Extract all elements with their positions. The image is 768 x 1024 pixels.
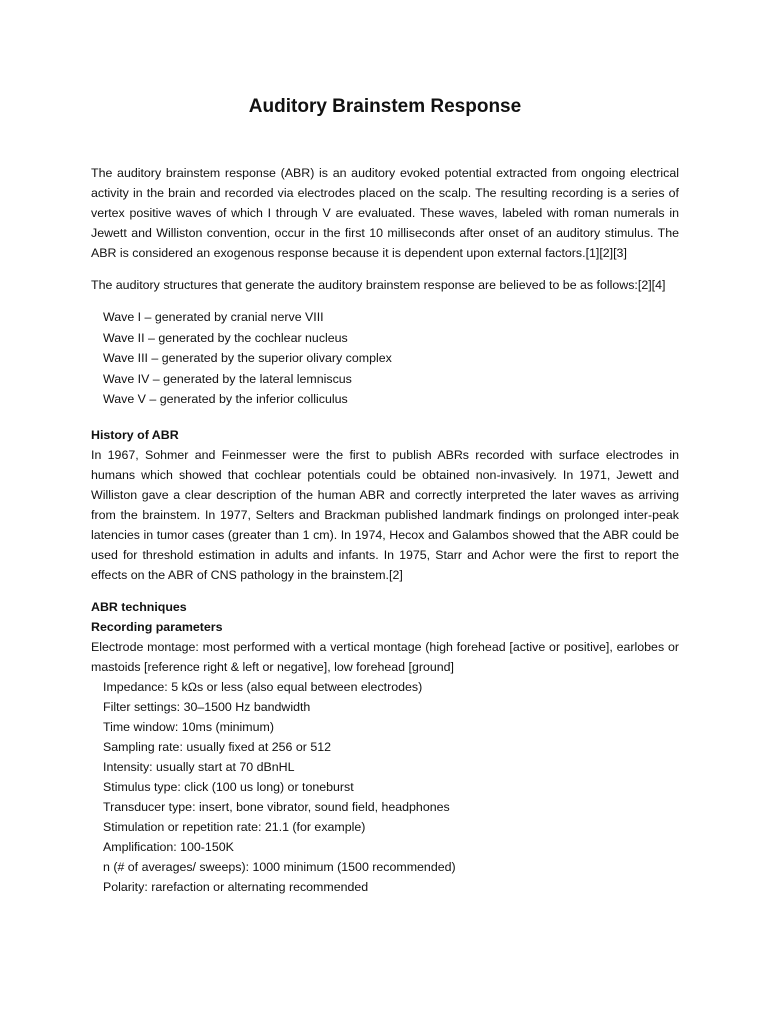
parameter-item: Stimulus type: click (100 us long) or toneburst: [103, 779, 354, 794]
wave-item: Wave IV – generated by the lateral lemniscus: [103, 371, 352, 386]
wave-item: Wave V – generated by the inferior colliculus: [103, 392, 348, 406]
document-body: [91, 163, 679, 897]
parameter-item: Amplification: 100-150K: [103, 839, 234, 854]
history-paragraph: In 1967, Sohmer and Feinmesser were the first to publish ABRs recorded with surface electrodes in humans which showed that cochlear potentials could be obtained non-invasively. In 1971, Jewett and Williston gave a clear description of the human ABR and correctly interpreted the later waves as arriving from the brainstem. In 1977, Selters and Brackman published landmark findings on prolonged inter-peak latencies in tumor cases (greater than 1 cm). In 1974, Hecox and Galambos showed that the ABR could be used for threshold estimation in adults and infants. In 1975, Starr and Achor were the first to report the effects on the ABR of CNS pathology in the brainstem.[2]: [91, 447, 679, 582]
wave-item: Wave I – generated by cranial nerve VIII: [103, 310, 324, 324]
recording-parameters-heading: Recording parameters: [91, 619, 223, 634]
parameter-item: n (# of averages/ sweeps): 1000 minimum (1500 recommended): [103, 859, 456, 874]
parameter-item: Intensity: usually start at 70 dBnHL: [103, 759, 295, 774]
intro-paragraph: The auditory brainstem response (ABR) is an auditory evoked potential extracted from ongoing electrical activity in the brain and recorded via electrodes placed on the scalp. The resulting recording is a series of vertex positive waves of which I through V are evaluated. These waves, labeled with roman numerals in Jewett and Williston convention, occur in the first 10 milliseconds after onset of an auditory stimulus. The ABR is considered an exogenous response because it is dependent upon external factors.[1][2][3]: [91, 166, 679, 260]
techniques-heading: ABR techniques: [91, 599, 187, 614]
wave-item: Wave II – generated by the cochlear nucleus: [103, 330, 348, 345]
document-title: Auditory Brainstem Response: [248, 96, 522, 117]
structures-intro-paragraph: The auditory structures that generate the auditory brainstem response are believed to be as follows:[2][4]: [91, 278, 666, 292]
history-heading: History of ABR: [91, 427, 179, 442]
parameter-item: Sampling rate: usually fixed at 256 or 512: [103, 739, 331, 754]
waves-list: [91, 307, 679, 410]
montage-paragraph: Electrode montage: most performed with a vertical montage (high forehead [active or positive], earlobes or mastoids [reference right & left or negative], low forehead [ground]: [91, 639, 679, 674]
parameters-list: [91, 677, 679, 897]
parameter-item: Stimulation or repetition rate: 21.1 (for example): [103, 819, 366, 834]
parameter-item: Polarity: rarefaction or alternating recommended: [103, 879, 369, 894]
wave-item: Wave III – generated by the superior olivary complex: [103, 351, 392, 365]
parameter-item: Time window: 10ms (minimum): [103, 719, 274, 734]
parameter-item: Transducer type: insert, bone vibrator, sound field, headphones: [103, 799, 450, 814]
parameter-item: Impedance: 5 kΩs or less (also equal between electrodes): [103, 679, 423, 694]
parameter-item: Filter settings: 30–1500 Hz bandwidth: [103, 699, 311, 714]
